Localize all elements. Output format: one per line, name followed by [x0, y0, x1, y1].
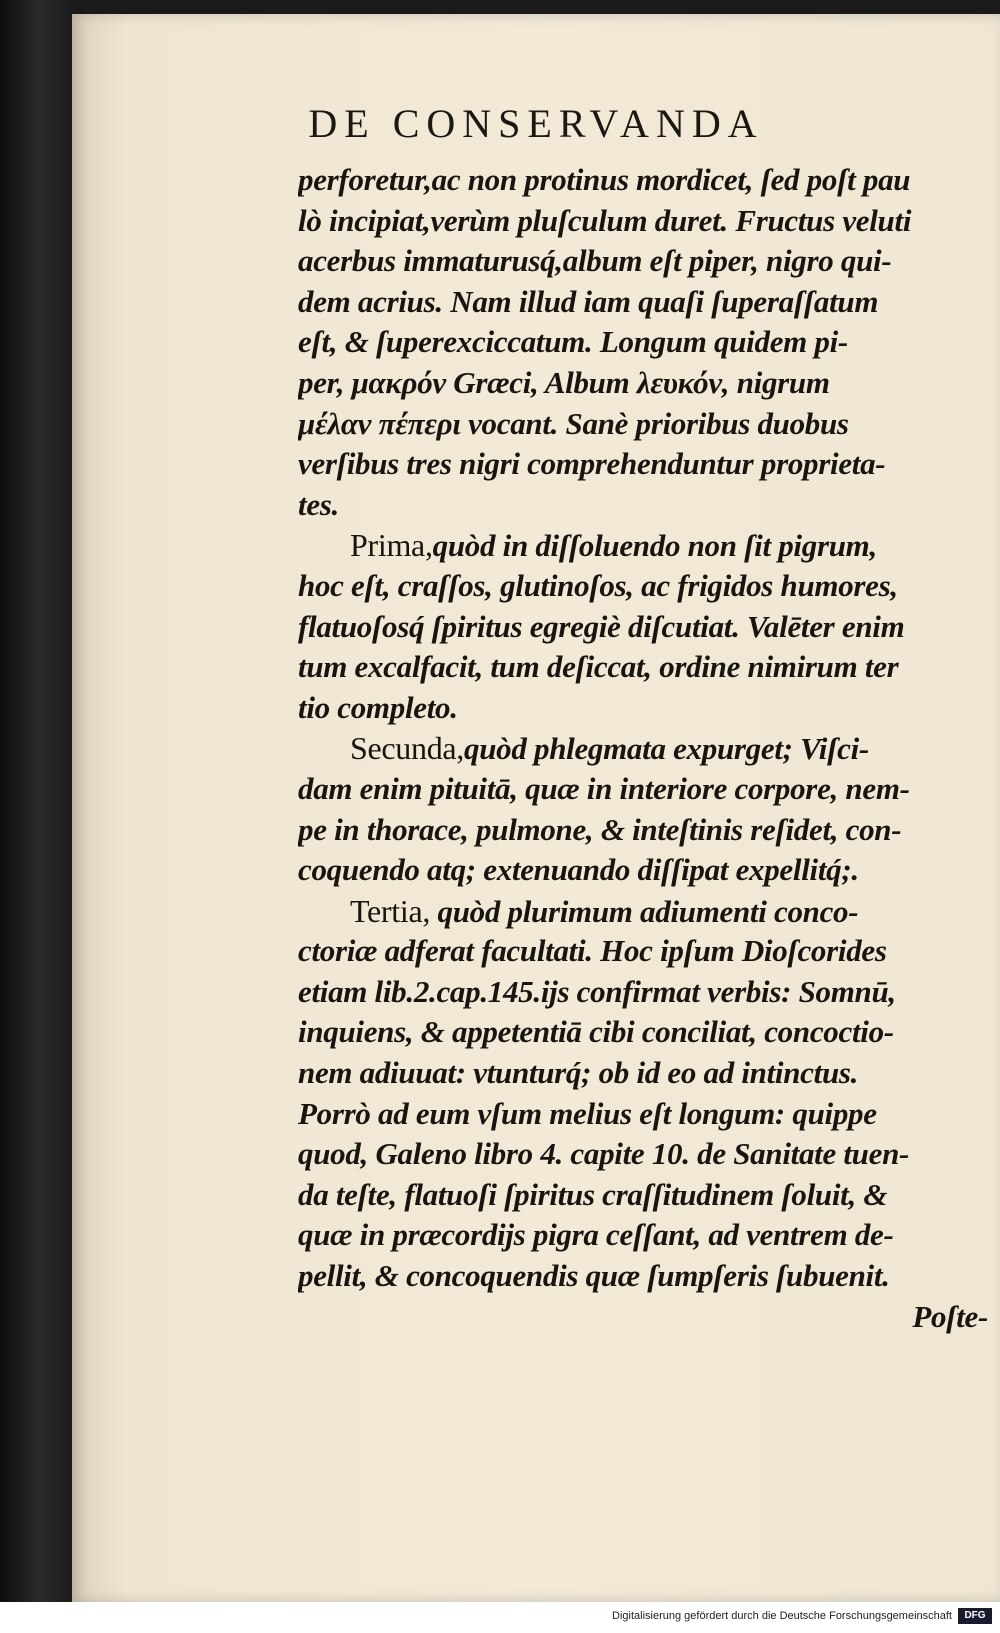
paragraph-lead-word: Tertia,: [350, 892, 431, 929]
running-header: DE CONSERVANDA: [308, 101, 764, 146]
page-body-text: [298, 160, 988, 1337]
book-binding-edge: [0, 0, 72, 1633]
text-span: quòd in diſſoluendo non ſit pigrum,: [432, 528, 877, 564]
text-line: hoc eſt, craſſos, glutinoſos, ac frigidos humores,: [298, 567, 898, 603]
text-line: dem acrius. Nam illud iam quaſi ſuperaſſatum: [298, 283, 879, 319]
text-line: inquiens, & appetentiā cibi conciliat, concoctio-: [298, 1014, 894, 1050]
funding-notice: Digitalisierung gefördert durch die Deutsche Forschungsgemeinschaft: [612, 1610, 952, 1622]
digitization-footer: [0, 1602, 1000, 1633]
text-line: lò incipiat,verùm pluſculum duret. Fructus veluti: [298, 202, 912, 238]
text-line: tio completo.: [298, 689, 458, 725]
text-line: pe in thorace, pulmone, & inteſtinis reſidet, con-: [298, 811, 902, 847]
text-line: Porrò ad eum vſum melius eſt longum: quippe: [298, 1095, 877, 1131]
text-line: nem adiuuat: vtunturq́; ob id eo ad intinctus.: [298, 1055, 859, 1091]
text-line: per, μακρόν Græci, Album λευκόν, nigrum: [298, 364, 830, 400]
text-line: perforetur,ac non protinus mordicet, ſed poſt pau: [298, 162, 911, 197]
text-line: etiam lib.2.cap.145.ijs confirmat verbis: Somnū,: [298, 973, 896, 1009]
text-span: quòd plurimum adiumenti conco-: [437, 893, 859, 929]
text-line: pellit, & concoquendis quæ ſumpſeris ſubuenit.: [298, 1258, 890, 1294]
paragraph-first-line: [298, 525, 988, 566]
catchword: Poſte-: [912, 1298, 988, 1334]
text-line: tes.: [298, 486, 339, 522]
text-line: coquendo atq; extenuando diſſipat expellitq́;.: [298, 852, 859, 888]
text-line: quæ in præcordijs pigra ceſſant, ad ventrem de-: [298, 1217, 894, 1253]
text-line: flatuoſosq́ ſpiritus egregiè diſcutiat. Valēter enim: [298, 608, 905, 644]
text-line: verſibus tres nigri comprehenduntur proprieta-: [298, 446, 886, 482]
text-line: acerbus immaturusq́,album eſt piper, nigro qui-: [298, 243, 892, 279]
text-line: quod, Galeno libro 4. capite 10. de Sanitate tuen-: [298, 1136, 910, 1172]
text-line: ctoriæ adferat facultati. Hoc ipſum Dioſcorides: [298, 933, 887, 969]
text-line: da teſte, flatuoſi ſpiritus craſſitudinem ſoluit, &: [298, 1176, 888, 1212]
text-line: dam enim pituitā, quæ in interiore corpore, nem-: [298, 770, 910, 806]
text-line: μέλαν πέπερι vocant. Sanè prioribus duobus: [298, 405, 849, 441]
text-line: eſt, & ſuperexciccatum. Longum quidem pi-: [298, 324, 848, 360]
book-page: [72, 14, 1000, 1602]
dfg-logo: DFG: [958, 1608, 992, 1624]
text-line: tum excalfacit, tum deſiccat, ordine nimirum ter: [298, 649, 899, 685]
text-span: quòd phlegmata expurget; Viſci-: [464, 731, 869, 767]
paragraph-first-line: [298, 728, 988, 769]
paragraph-lead-word: Prima,: [350, 527, 433, 564]
paragraph-lead-word: Secunda,: [350, 730, 465, 767]
paragraph-first-line: [298, 891, 988, 932]
